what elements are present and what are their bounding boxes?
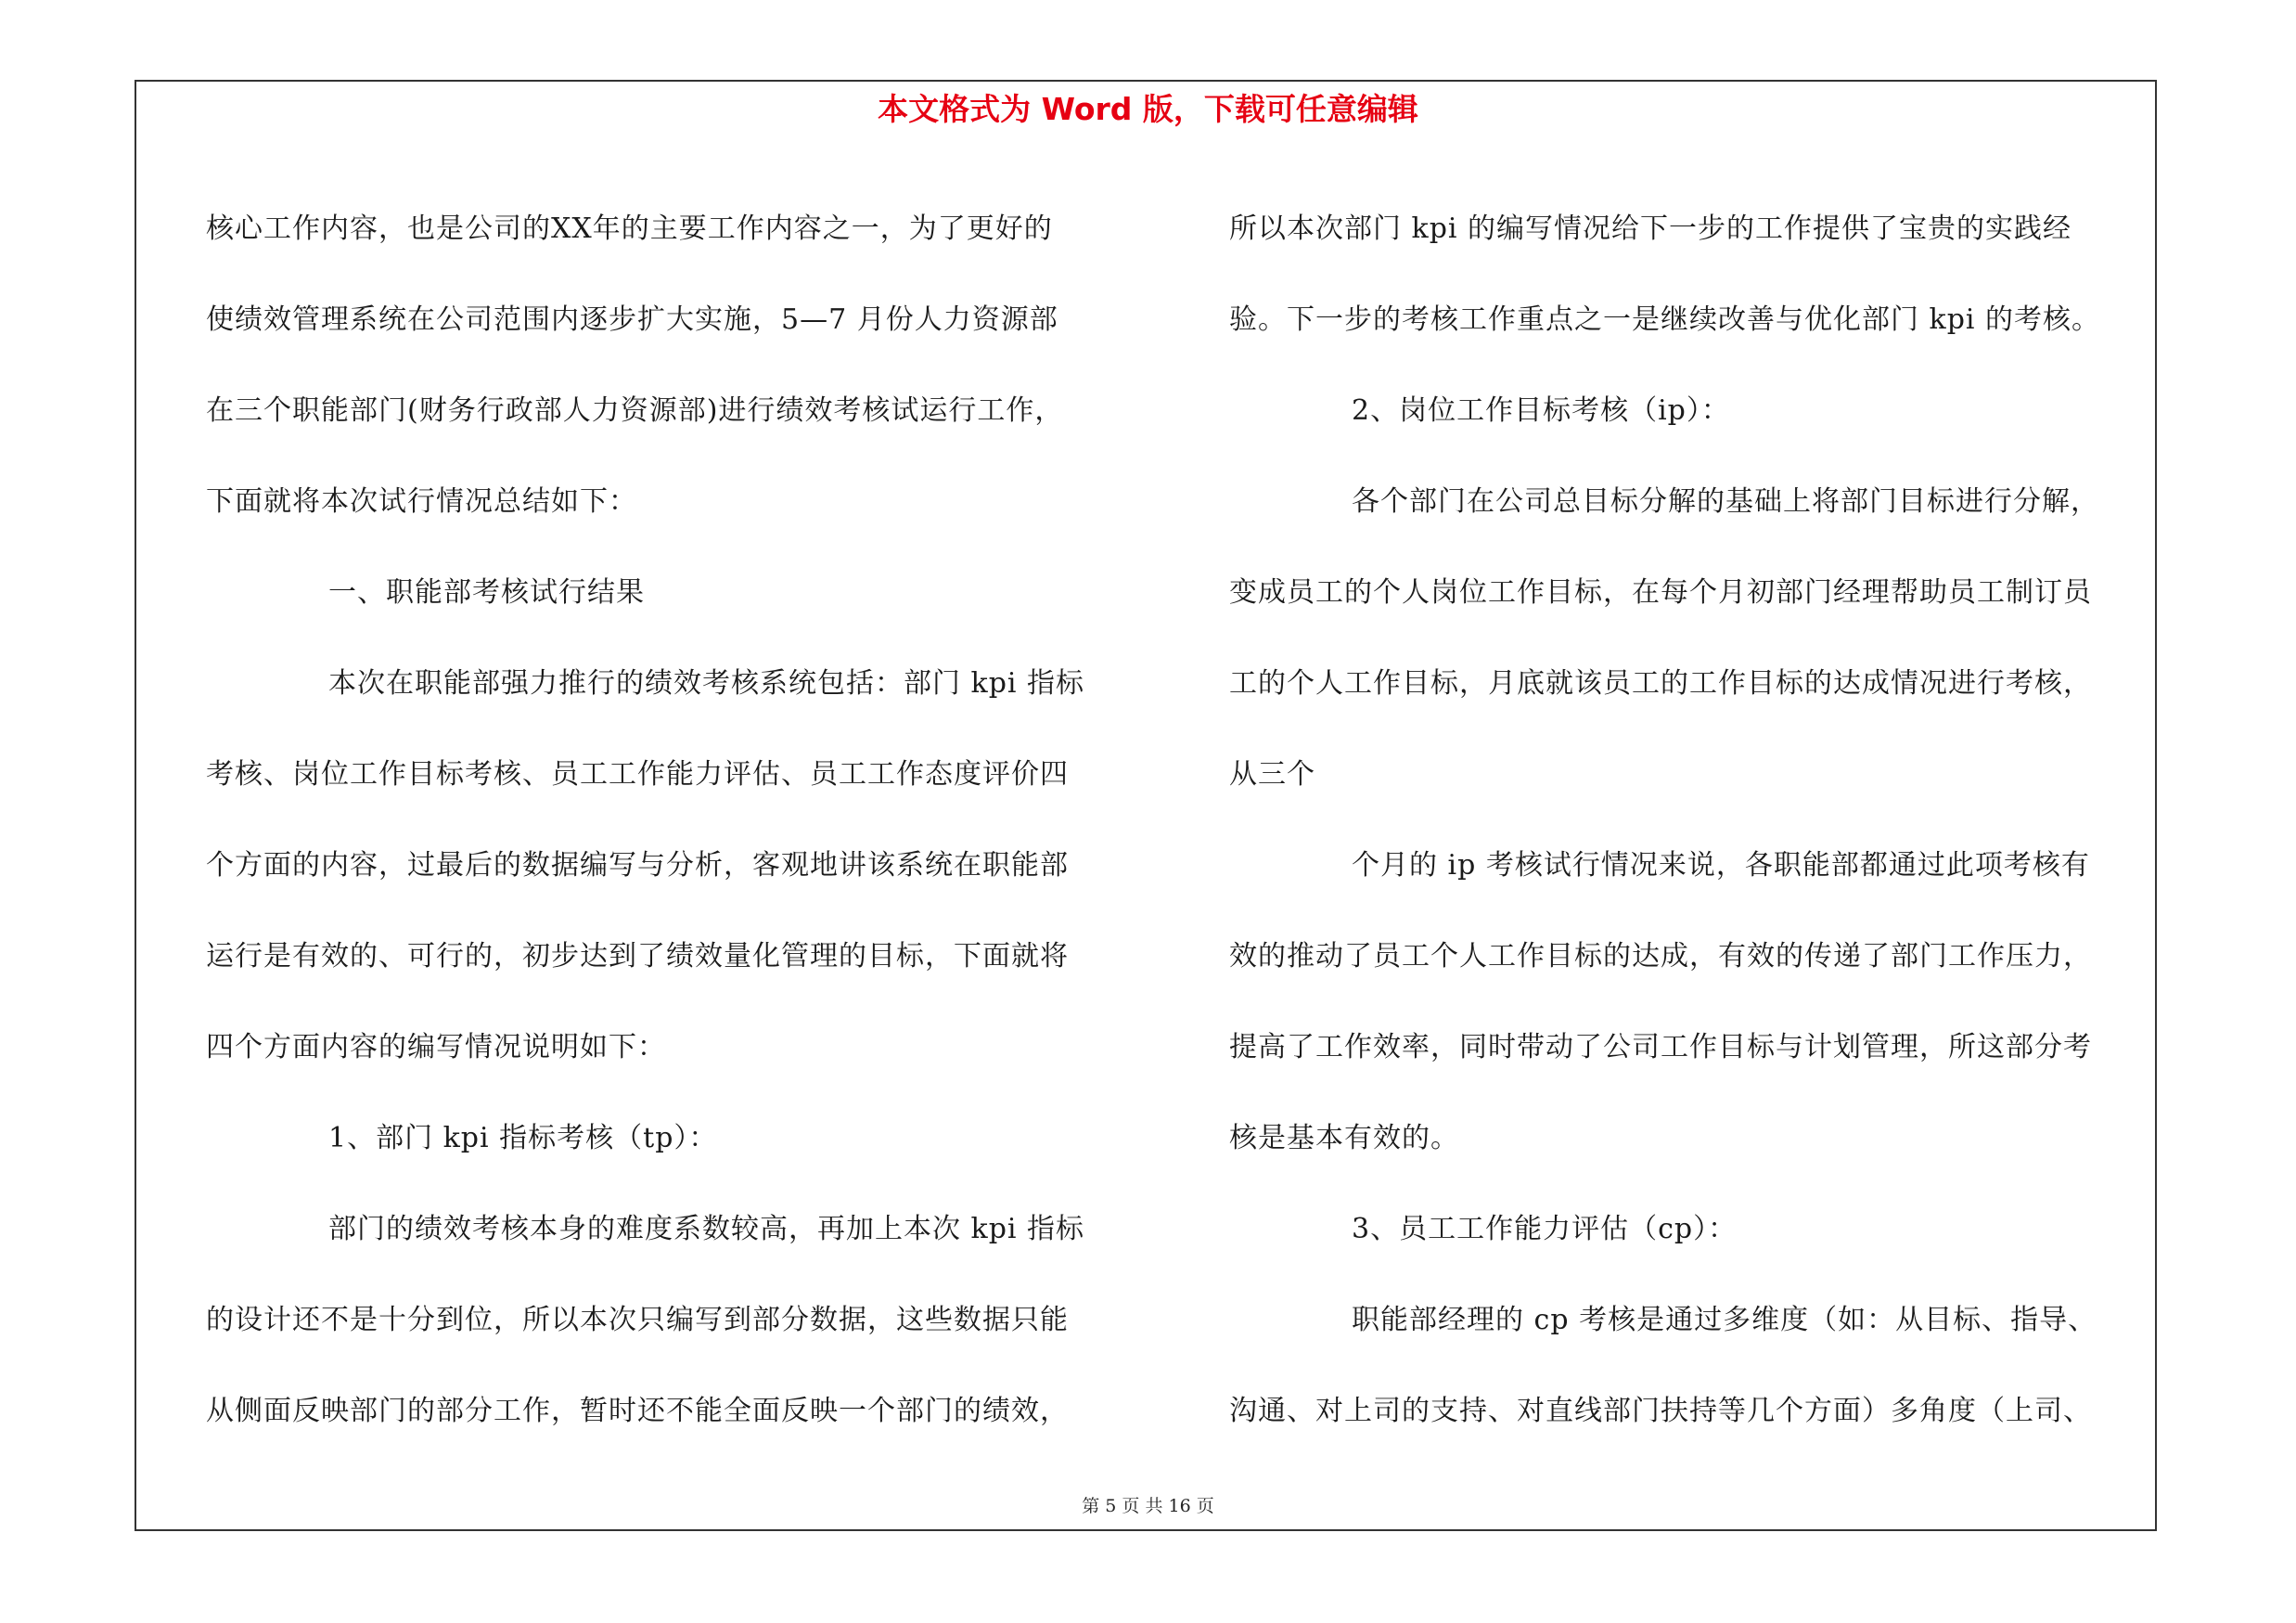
- text-line: 变成员工的个人岗位工作目标，在每个月初部门经理帮助员工制订员: [1229, 576, 2092, 609]
- subsection-heading: 1、部门 kpi 指标考核（tp）：: [328, 1122, 718, 1154]
- text-line: 所以本次部门 kpi 的编写情况给下一步的工作提供了宝贵的实践经: [1229, 213, 2072, 245]
- text-line: 在三个职能部门(财务行政部人力资源部)进行绩效考核试运行工作，: [206, 394, 1064, 427]
- text-line: 个方面的内容，过最后的数据编写与分析，客观地讲该系统在职能部: [206, 849, 1069, 882]
- text-line: 个月的 ip 考核试行情况来说，各职能部都通过此项考核有: [1352, 849, 2090, 882]
- subsection-heading: 3、员工工作能力评估（cp）：: [1352, 1213, 1738, 1245]
- word-format-banner: 本文格式为 Word 版，下载可任意编辑: [878, 91, 1418, 127]
- text-line: 核心工作内容，也是公司的XX年的主要工作内容之一，为了更好的: [206, 213, 1053, 245]
- text-line: 效的推动了员工个人工作目标的达成，有效的传递了部门工作压力，: [1229, 940, 2092, 973]
- section-heading: 一、职能部考核试行结果: [328, 576, 645, 609]
- text-line: 使绩效管理系统在公司范围内逐步扩大实施，5—7 月份人力资源部: [206, 303, 1058, 336]
- right-text-column: [1229, 184, 2166, 1457]
- text-line: 的设计还不是十分到位，所以本次只编写到部分数据，这些数据只能: [206, 1304, 1069, 1336]
- text-line: 运行是有效的、可行的，初步达到了绩效量化管理的目标，下面就将: [206, 940, 1069, 973]
- text-line: 部门的绩效考核本身的难度系数较高，再加上本次 kpi 指标: [328, 1213, 1085, 1245]
- text-line: 各个部门在公司总目标分解的基础上将部门目标进行分解，: [1352, 485, 2099, 518]
- text-line: 本次在职能部强力推行的绩效考核系统包括：部门 kpi 指标: [328, 667, 1085, 700]
- text-line: 职能部经理的 cp 考核是通过多维度（如：从目标、指导、: [1352, 1304, 2097, 1336]
- page-number-footer: 第 5 页 共 16 页: [1082, 1496, 1214, 1516]
- text-line: 四个方面内容的编写情况说明如下：: [206, 1031, 666, 1063]
- subsection-heading: 2、岗位工作目标考核（ip）：: [1352, 394, 1730, 427]
- text-line: 工的个人工作目标，月底就该员工的工作目标的达成情况进行考核，: [1229, 667, 2092, 700]
- left-text-column: [206, 184, 1143, 1457]
- text-line: 核是基本有效的。: [1229, 1122, 1459, 1154]
- text-line: 下面就将本次试行情况总结如下：: [206, 485, 637, 518]
- text-line: 从侧面反映部门的部分工作，暂时还不能全面反映一个部门的绩效，: [206, 1395, 1069, 1427]
- text-line: 验。下一步的考核工作重点之一是继续改善与优化部门 kpi 的考核。: [1229, 303, 2101, 336]
- text-line: 沟通、对上司的支持、对直线部门扶持等几个方面）多角度（上司、: [1229, 1395, 2092, 1427]
- text-line: 提高了工作效率，同时带动了公司工作目标与计划管理，所这部分考: [1229, 1031, 2092, 1063]
- text-line: 考核、岗位工作目标考核、员工工作能力评估、员工工作态度评价四: [206, 758, 1069, 791]
- text-line: 从三个: [1229, 758, 1315, 791]
